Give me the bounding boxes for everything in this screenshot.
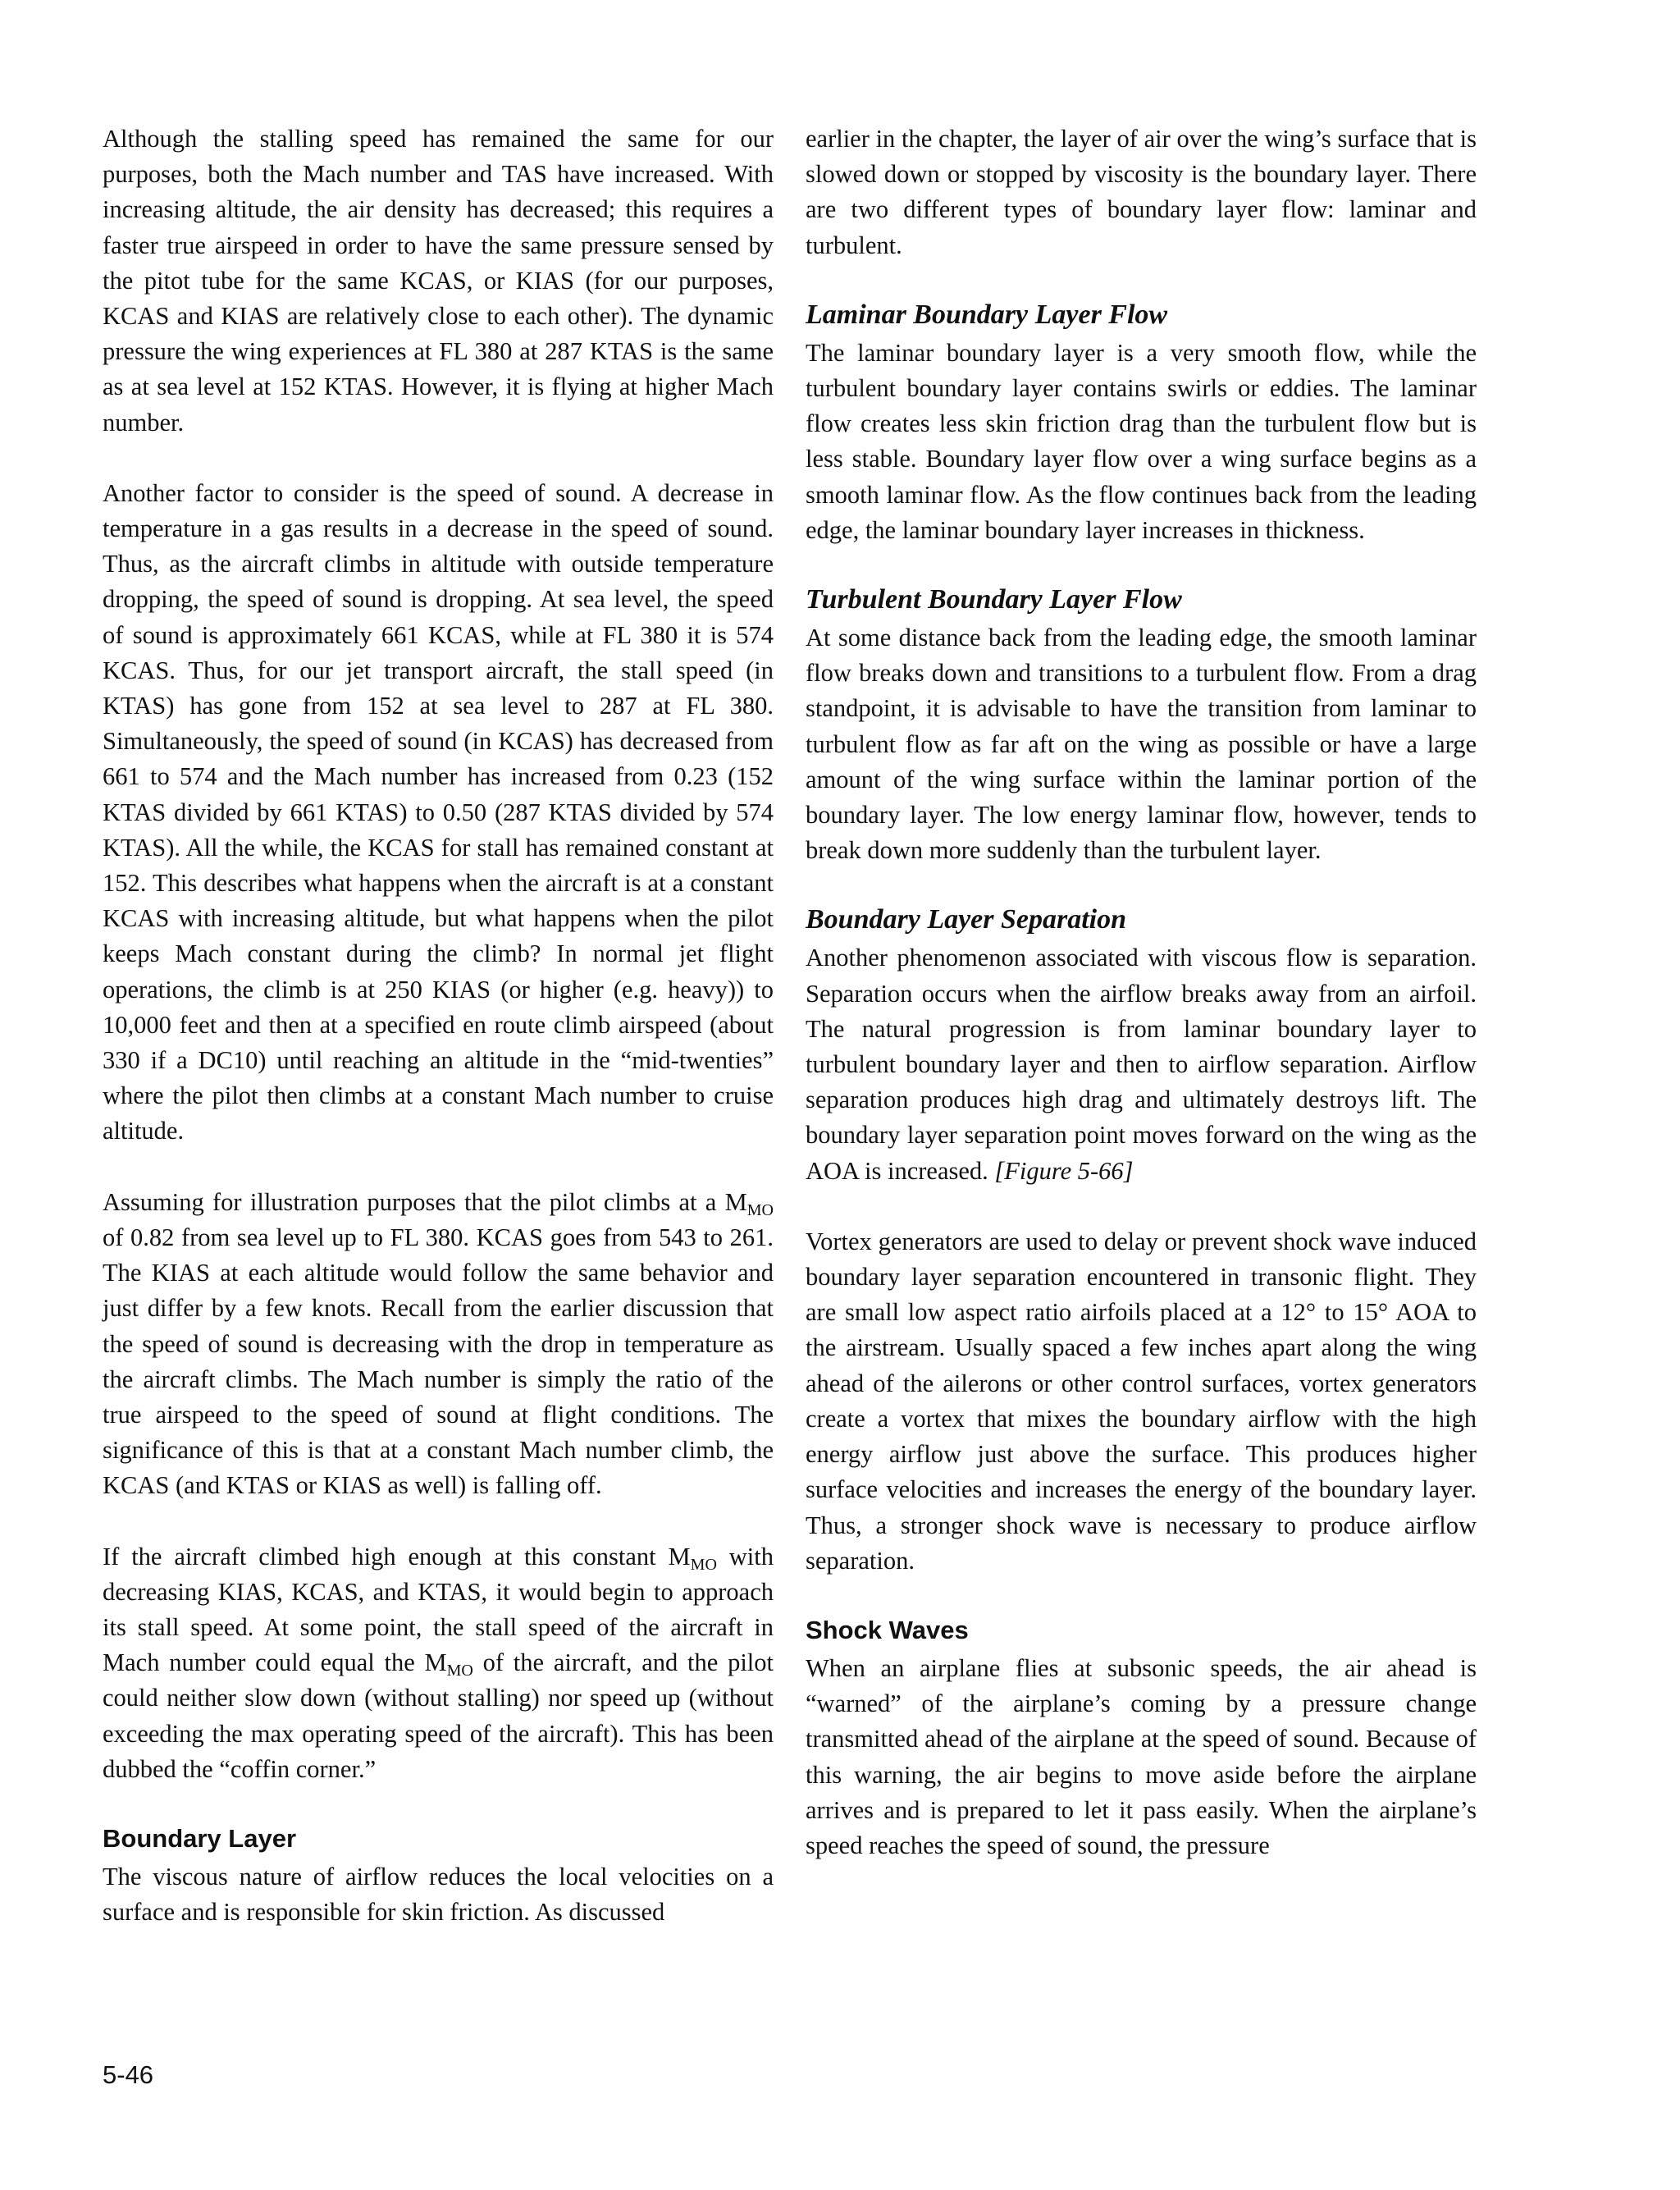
paragraph: The viscous nature of airflow reduces the local velocities on a surface and is responsible for skin friction. As discussed	[103, 1862, 774, 1927]
paragraph: At some distance back from the leading edge, the smooth laminar flow breaks down and transitions to a turbulent flow. From a drag standpoint, it is advisable to have the transition from laminar to turbulent flow as far aft on the wing as possible or have a large amount of the wing surface within the laminar portion of the boundary layer. The low energy laminar flow, however, tends to break down more suddenly than the turbulent layer.	[806, 624, 1477, 865]
paragraph: Although the stalling speed has remained the same for our purposes, both the Mach number and TAS have increased. With increasing altitude, the air density has decreased; this requires a faster true airspeed in order to have the same pressure sensed by the pitot tube for the same KCAS, or KIAS (for our purposes, KCAS and KIAS are relatively close to each other). The dynamic pressure the wing experiences at FL 380 at 287 KTAS is the same as at sea level at 152 KTAS. However, it is flying at higher Mach number.	[103, 125, 774, 437]
subheading-separation: Boundary Layer Separation	[806, 904, 1127, 935]
subheading-laminar-flow: Laminar Boundary Layer Flow	[806, 299, 1168, 330]
paragraph: Vortex generators are used to delay or prevent shock wave induced boundary layer separation encountered in transonic flight. They are small low aspect ratio airfoils placed at a 12° to 15° AOA to the airstream. Usually spaced a few inches apart along the wing ahead of the ailerons or other control surfaces, vortex generators create a vortex that mixes the boundary airflow with the high energy airflow just above the surface. This produces higher surface velocities and increases the energy of the boundary layer. Thus, a stronger shock wave is necessary to produce airflow separation.	[806, 1227, 1477, 1575]
subheading-turbulent-flow: Turbulent Boundary Layer Flow	[806, 584, 1182, 615]
paragraph: Another phenomenon associated with viscous flow is separation. Separation occurs when the airflow breaks away from an airfoil. The natural progression is from laminar boundary layer to turbulent boundary layer and then to airflow separation. Airflow separation produces high drag and ultimately destroys lift. The boundary layer separation point moves forward on the wing as the AOA is increased. [Figure 5-66]	[806, 944, 1477, 1185]
paragraph: The laminar boundary layer is a very smooth flow, while the turbulent boundary layer contains swirls or eddies. The laminar flow creates less skin friction drag than the turbulent flow but is less stable. Boundary layer flow over a wing surface begins as a smooth laminar flow. As the flow continues back from the leading edge, the laminar boundary layer increases in thickness.	[806, 338, 1477, 544]
right-column	[806, 121, 1477, 1863]
page-number: 5-46	[103, 2060, 154, 2089]
paragraph: If the aircraft climbed high enough at this constant $M_{MO}$ with decreasing KIAS, KCAS, and KTAS, it would begin to approach its stall speed. At some point, the stall speed of the aircraft in Mach number could equal the $M_{MO}$ of the aircraft, and the pilot could neither slow down (without stalling) nor speed up (without exceeding the max operating speed of the aircraft). This has been dubbed the “coffin corner.”	[103, 1542, 774, 1783]
paragraph: Assuming for illustration purposes that the pilot climbs at a $M_{MO}$ of 0.82 from sea level up to FL 380. KCAS goes from 543 to 261. The KIAS at each altitude would follow the same behavior and just differ by a few knots. Recall from the earlier discussion that the speed of sound is decreasing with the drop in temperature as the aircraft climbs. The Mach number is simply the ratio of the true airspeed to the speed of sound at flight conditions. The significance of this is that at a constant Mach number climb, the KCAS (and KTAS or KIAS as well) is falling off.	[103, 1187, 774, 1500]
paragraph: earlier in the chapter, the layer of air over the wing’s surface that is slowed down or stopped by viscosity is the boundary layer. There are two different types of boundary layer flow: laminar and turbulent.	[806, 125, 1477, 259]
paragraph: Another factor to consider is the speed of sound. A decrease in temperature in a gas results in a decrease in the speed of sound. Thus, as the aircraft climbs in altitude with outside temperature dropping, the speed of sound is dropping. At sea level, the speed of sound is approximately 661 KCAS, while at FL 380 it is 574 KCAS. Thus, for our jet transport aircraft, the stall speed (in KTAS) has gone from 152 at sea level to 287 at FL 380. Simultaneously, the speed of sound (in KCAS) has decreased from 661 to 574 and the Mach number has increased from 0.23 (152 KTAS divided by 661 KTAS) to 0.50 (287 KTAS divided by 574 KTAS). All the while, the KCAS for stall has remained constant at 152. This describes what happens when the aircraft is at a constant KCAS with increasing altitude, but what happens when the pilot keeps Mach constant during the climb? In normal jet flight operations, the climb is at 250 KIAS (or higher (e.g. heavy)) to 10,000 feet and then at a specified en route climb airspeed (about 330 if a DC10) until reaching an altitude in the “mid-twenties” where the pilot then climbs at a constant Mach number to cruise altitude.	[103, 478, 774, 1145]
paragraph: When an airplane flies at subsonic speeds, the air ahead is “warned” of the airplane’s coming by a pressure change transmitted ahead of the airplane at the speed of sound. Because of this warning, the air begins to move aside before the airplane arrives and is prepared to let it pass easily. When the airplane’s speed reaches the speed of sound, the pressure	[806, 1653, 1477, 1859]
section-heading-boundary-layer: Boundary Layer	[103, 1823, 297, 1853]
figure-reference: [Figure 5-66]	[994, 1156, 1134, 1185]
left-column	[103, 121, 774, 1930]
section-heading-shock-waves: Shock Waves	[806, 1615, 969, 1644]
